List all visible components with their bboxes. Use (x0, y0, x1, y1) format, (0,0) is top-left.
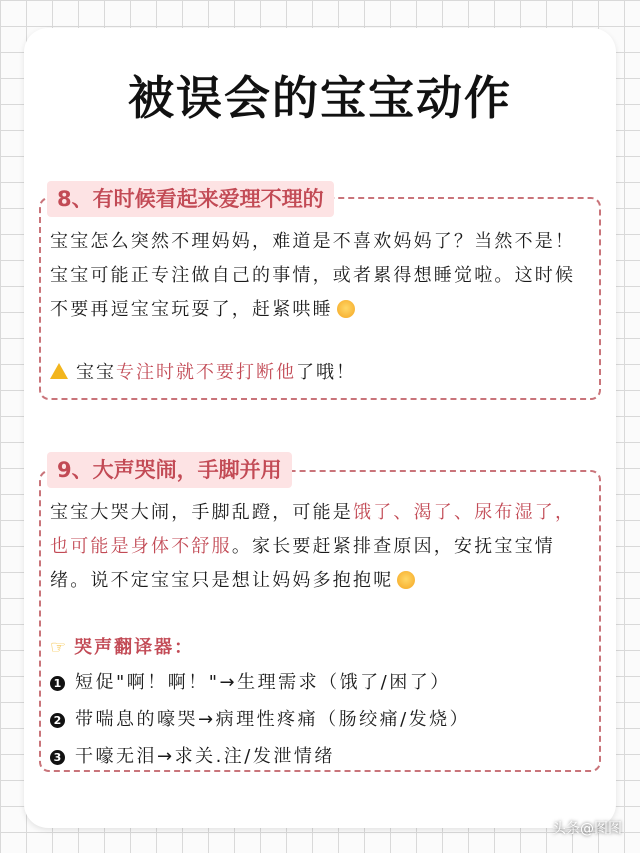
section-9-body (50, 496, 595, 598)
tip-pre: 宝宝 (76, 362, 116, 383)
list-item-text: 短促"啊！啊！"→生理需求（饿了/困了） (75, 672, 451, 693)
title-area (0, 62, 640, 128)
pointing-hand-icon: ☞ (50, 637, 69, 658)
list-item-text: 干嚎无泪→求关.注/发泄情绪 (75, 746, 335, 767)
section-9-text-post: 。家长要赶紧排查原因，安抚宝宝情绪。说不定宝宝只是想让妈妈多抱抱呢 (50, 536, 556, 591)
list-item (50, 738, 470, 775)
number-badge: 3 (50, 750, 65, 765)
hugging-face-icon (397, 571, 415, 589)
number-badge: 2 (50, 713, 65, 728)
section-9-heading: 9、大声哭闹，手脚并用 (47, 452, 292, 488)
translator-heading (50, 633, 194, 659)
warning-icon (50, 363, 68, 379)
section-8-body (50, 225, 595, 327)
number-badge: 1 (50, 676, 65, 691)
sleeping-face-icon (337, 300, 355, 318)
section-9-highlight: 饿了、渴了、尿布湿了，也可能是身体不舒服 (50, 502, 576, 557)
section-8-heading: 8、有时候看起来爱理不理的 (47, 181, 334, 217)
list-item (50, 664, 470, 701)
section-9-text-pre: 宝宝大哭大闹，手脚乱蹬，可能是 (50, 502, 353, 523)
list-item-text: 带喘息的嚎哭→病理性疼痛（肠绞痛/发烧） (75, 709, 471, 730)
tip-post: 了哦！ (296, 362, 356, 383)
page-title: 被误会的宝宝动作 (122, 62, 518, 128)
watermark: 头条@图图 (552, 821, 622, 837)
section-8-text: 宝宝怎么突然不理妈妈，难道是不喜欢妈妈了？当然不是！宝宝可能正专注做自己的事情，或者累得想睡觉啦。这时候不要再逗宝宝玩耍了，赶紧哄睡 (50, 231, 576, 320)
list-item (50, 701, 470, 738)
section-8-tip (50, 358, 356, 384)
translator-list (50, 664, 470, 775)
translator-heading-text: 哭声翻译器： (74, 637, 195, 658)
tip-highlight: 专注时就不要打断他 (116, 362, 296, 383)
